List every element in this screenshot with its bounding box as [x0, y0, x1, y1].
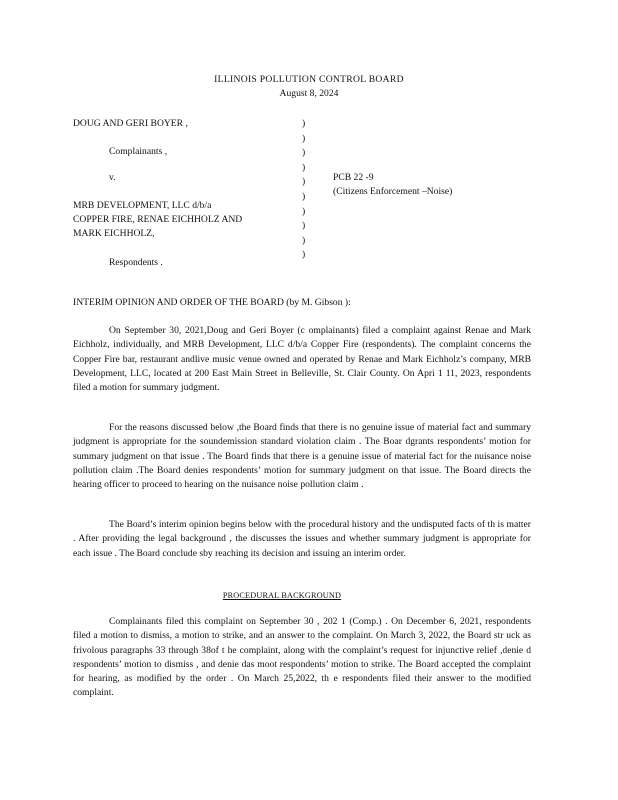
caption-paren: )	[302, 190, 306, 202]
caption-paren: )	[302, 161, 306, 173]
paragraph-procedural-background: Complainants filed this complaint on September 30 , 202 1 (Comp.) . On December 6, 2021, respondents filed a motion to dismiss, a motion to strike, and an answer to the complaint. On March 3, 2022, the Board str uck as frivolous paragraphs 33 through 38of t he complaint, along with the complaint’s request for injunctive relief ,denie d respondents’ motion to dismiss , and denie das moot respondents’ motion to strike. The Board accepted the complaint for hearing, as modified by the order . On March 25,2022, th e respondents filed their answer to the modified complaint.	[73, 616, 531, 699]
caption-paren: )	[302, 205, 306, 217]
paragraph-outline: The Board’s interim opinion begins below with the procedural history and the undisputed facts of th is matter . After providing the legal background , the discusses the issues and whether summary judgment is appropriate for each issue . The Board conclude sby reaching its decision and issuing an interim order.	[73, 519, 531, 559]
section-heading: PROCEDURAL BACKGROUND	[222, 591, 342, 600]
caption-paren: )	[302, 220, 306, 232]
respondent-name-line-3: MARK EICHHOLZ,	[73, 228, 155, 239]
complainants-label: Complainants ,	[109, 146, 168, 157]
complainants-names: DOUG AND GERI BOYER ,	[73, 118, 188, 129]
document-date: August 8, 2024	[279, 88, 339, 99]
paragraph-intro: On September 30, 2021,Doug and Geri Boyer (c omplainants) filed a complaint against Renae and Mark Eichholz, individually, and MRB Development, LLC d/b/a Copper Fire (respondents). The complaint concerns the Copper Fire bar, restaurant andlive music venue owned and operated by Renae and Mark Eichholz’s company, MRB Development, LLC, located at 200 East Main Street in Belleville, St. Clair County. On Apri 1 11, 2023, respondents filed a motion for summary judgment.	[73, 325, 531, 394]
caption-paren: )	[302, 132, 306, 144]
caption-paren: )	[302, 118, 306, 129]
caption-paren: )	[302, 147, 306, 159]
respondents-label: Respondents .	[109, 257, 163, 268]
caption-paren: )	[302, 249, 306, 261]
paragraph-summary: For the reasons discussed below ,the Board finds that there is no genuine issue of material fact and summary judgment is appropriate for the soundemission standard violation claim . The Boar dgrants respondents’ motion for summary judgment on that issue . The Board finds that there is a genuine issue of material fact for the nuisance noise pollution claim .The Board denies respondents’ motion for summary judgment on that issue. The Board directs the hearing officer to proceed to hearing on the nuisance noise pollution claim .	[73, 422, 531, 491]
opinion-title: INTERIM OPINION AND ORDER OF THE BOARD (by M. Gibson ):	[73, 297, 351, 308]
case-type: (Citizens Enforcement –Noise)	[333, 186, 453, 197]
respondent-name-line-1: MRB DEVELOPMENT, LLC d/b/a	[73, 200, 212, 211]
caption-paren: )	[302, 176, 306, 188]
caption-parentheses	[302, 117, 310, 263]
case-number: PCB 22 -9	[333, 172, 374, 183]
versus-label: v.	[109, 172, 116, 183]
respondent-name-line-2: COPPER FIRE, RENAE EICHHOLZ AND	[73, 214, 243, 225]
caption-paren: )	[302, 234, 306, 246]
agency-name: ILLINOIS POLLUTION CONTROL BOARD	[214, 74, 404, 85]
